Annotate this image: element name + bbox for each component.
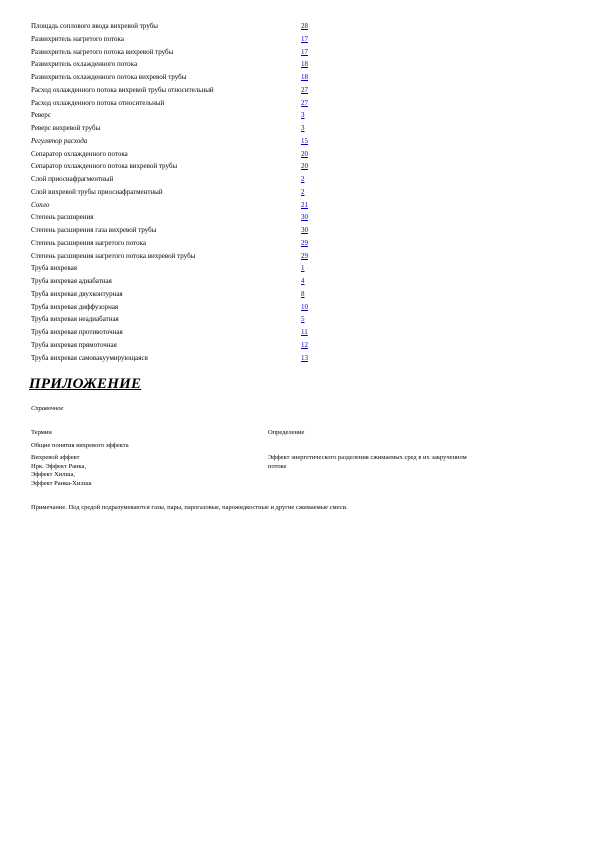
index-entry [31,262,331,275]
table-header-term: Термин [31,429,52,436]
index-entry [31,237,331,250]
term-line: Эффект Ранка-Хилша [31,479,92,487]
index-entry [31,46,331,59]
index-term: Труба вихревая самовакуумирующаяся [31,353,148,362]
index-entry [31,326,331,339]
footnote-note: Примечание. Под средой подразумеваются газы, пары, парогазовые, парожидкостные и другие сжимаемые смеси. [31,504,348,511]
index-entry [31,160,331,173]
index-entry [31,339,331,352]
index-page-link[interactable]: 28 [301,22,308,30]
index-entry [31,33,331,46]
index-term: Реверс [31,111,51,120]
index-page-link[interactable]: 3 [301,111,305,120]
index-entry [31,199,331,212]
index-entry [31,58,331,71]
index-entry [31,288,331,301]
term-line: Эффект Хилша, [31,471,76,479]
index-page-link[interactable]: 18 [301,73,308,81]
appendix-subtitle: Справочное [31,405,64,412]
definition-line: Эффект энергетического разделения сжимаемых сред в их закрученном [268,454,467,461]
index-page-link[interactable]: 2 [301,187,305,196]
index-page-link[interactable]: 29 [301,238,308,247]
index-page-link[interactable]: 29 [301,251,308,260]
index-term: Развихритель охлажденного потока [31,60,138,69]
index-page-link[interactable]: 27 [301,85,308,94]
index-term: Расход охлажденного потока вихревой трубы относительный [31,85,214,94]
index-entry [31,186,331,199]
index-term: Сепаратор охлажденного потока [31,149,128,158]
table-term-cell [31,454,251,488]
index-page-link[interactable]: 17 [301,34,308,43]
index-page-link[interactable]: 3 [301,124,305,132]
index-entry [31,301,331,314]
term-line: Вихревой эффект [31,454,80,461]
index-term: Площадь соплового ввода вихревой трубы [31,22,159,30]
index-entry [31,173,331,186]
index-term: Слой приосиафрагментный [31,175,114,183]
index-term: Степень расширения нагретого потока [31,238,146,247]
index-entry [31,71,331,84]
index-entry [31,109,331,122]
index-page-link[interactable]: 4 [301,277,305,285]
appendix-title: ПРИЛОЖЕНИЕ [29,376,142,392]
index-term: Реверс вихревой трубы [31,124,101,132]
table-section-heading: Общие понятия вихревого эффекта [31,442,129,449]
index-term: Труба вихревая противоточная [31,328,123,336]
index-page-link[interactable]: 21 [301,200,308,209]
table-definition-cell [268,454,558,471]
index-term: Расход охлажденного потока относительный [31,98,165,107]
index-term: Сопло [31,200,50,209]
index-term: Труба вихревая диффузорная [31,302,119,311]
index-entry [31,211,331,224]
index-term: Регулятор расхода [31,136,88,145]
index-entry [31,148,331,161]
index-term: Труба вихревая адиабатная [31,277,112,285]
index-term: Степень расширения газа вихревой трубы [31,226,157,234]
index-page-link[interactable]: 13 [301,353,308,362]
index-term: Труба вихревая [31,264,77,273]
definition-line: потоке [268,462,287,470]
index-term: Труба вихревая двухконтурная [31,289,123,298]
term-line: Нрк. Эффект Ранка, [31,462,86,470]
index-term: Сепаратор охлажденного потока вихревой трубы [31,162,178,171]
index-entry [31,250,331,263]
index-entry [31,313,331,326]
table-header-definition: Определение [268,429,305,436]
index-entry [31,352,331,365]
alphabetical-index [31,20,331,364]
index-page-link[interactable]: 20 [301,162,308,171]
index-term: Слой вихревой трубы приосиафрагментный [31,187,163,196]
index-term: Степень расширения нагретого потока вихревой трубы [31,251,196,260]
index-entry [31,122,331,135]
index-page-link[interactable]: 30 [301,226,308,234]
index-page-link[interactable]: 2 [301,175,305,183]
index-page-link[interactable]: 18 [301,60,308,69]
index-page-link[interactable]: 12 [301,340,308,349]
index-entry [31,84,331,97]
index-page-link[interactable]: 10 [301,302,308,311]
index-entry [31,97,331,110]
index-page-link[interactable]: 1 [301,264,305,273]
index-term: Развихритель охлажденного потока вихревой трубы [31,73,187,81]
index-page-link[interactable]: 30 [301,213,308,222]
index-term: Труба вихревая неадиабатная [31,315,119,324]
index-page-link[interactable]: 17 [301,47,308,56]
index-page-link[interactable]: 11 [301,328,308,336]
index-term: Степень расширения [31,213,94,222]
index-term: Труба вихревая прямоточная [31,340,117,349]
index-term: Развихритель нагретого потока вихревой трубы [31,47,174,56]
index-page-link[interactable]: 15 [301,136,308,145]
index-entry [31,135,331,148]
index-entry [31,224,331,237]
index-entry [31,20,331,33]
index-page-link[interactable]: 5 [301,315,305,324]
index-page-link[interactable]: 27 [301,98,308,107]
index-entry [31,275,331,288]
index-page-link[interactable]: 20 [301,149,308,158]
index-term: Развихритель нагретого потока [31,34,124,43]
index-page-link[interactable]: 8 [301,289,305,298]
